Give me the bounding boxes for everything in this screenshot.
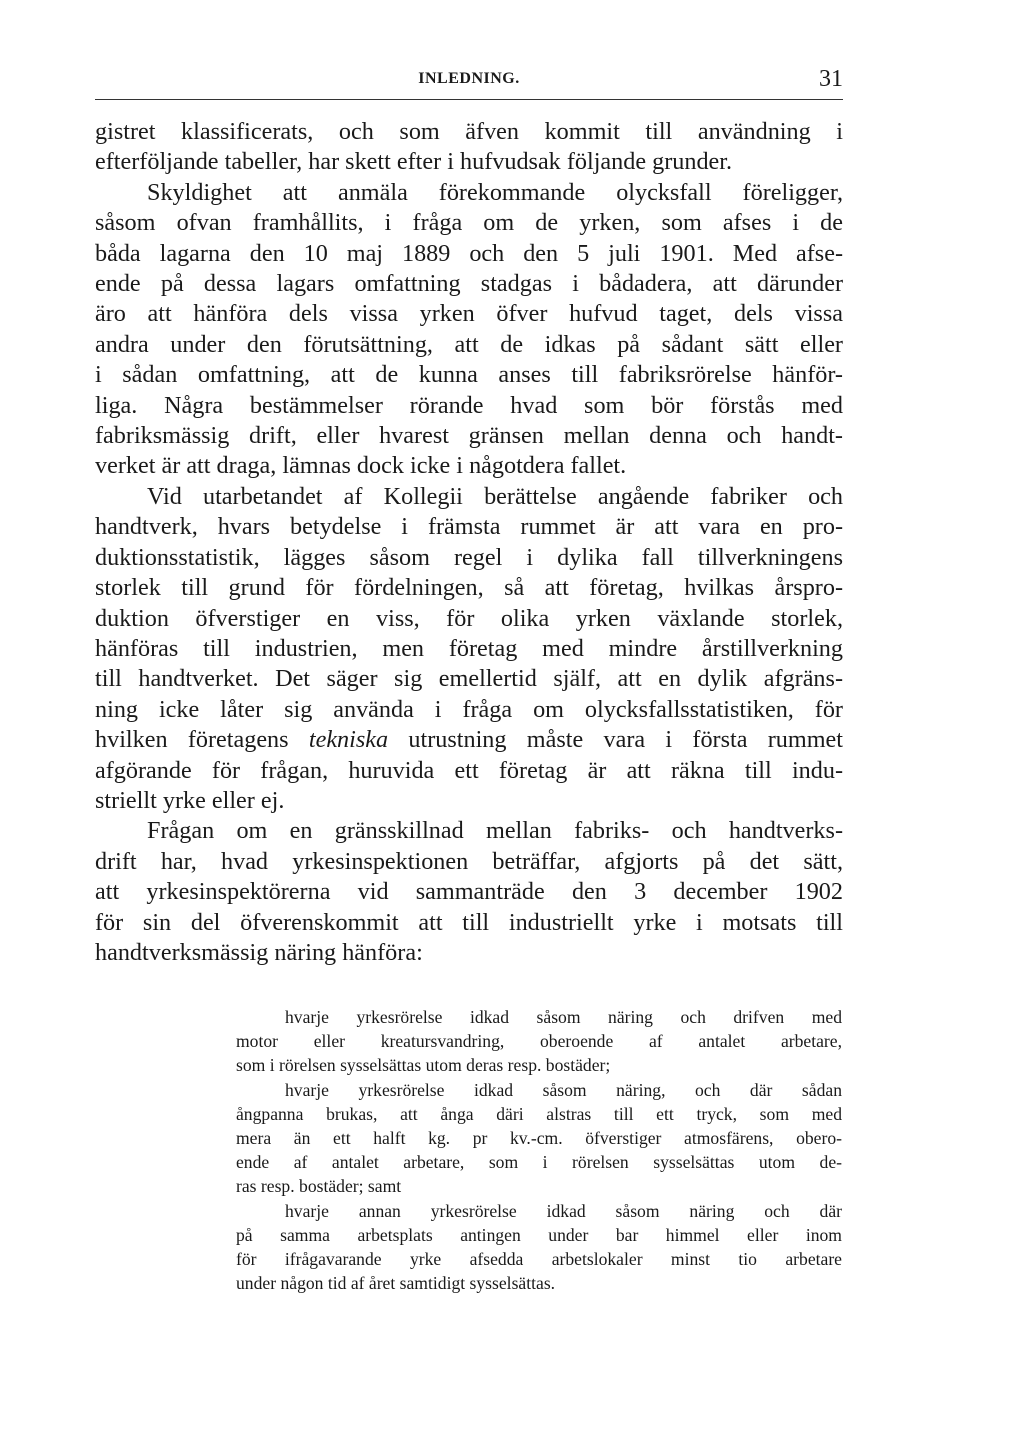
text-line: äro att hänföra dels vissa yrken öfver hufvud taget, dels vissa: [95, 300, 843, 328]
text-line: fabriksmässig drift, eller hvarest gränsen mellan denna och handt-: [95, 422, 843, 450]
paragraph-3: [95, 482, 843, 816]
text-line: duktionsstatistik, lägges såsom regel i dylika fall tillverkningens: [95, 543, 843, 571]
text-line: Vid utarbetandet af Kollegii berättelse angående fabriker och: [147, 482, 843, 510]
text-segment: utrustning måste vara i första rummet: [388, 726, 843, 754]
paragraph-4: [95, 816, 843, 968]
body-text: [95, 117, 843, 968]
text-line: under någon tid af året samtidigt sysselsättas.: [236, 1273, 556, 1294]
text-line: ning icke låter sig använda i fråga om olycksfallsstatistiken, för: [95, 695, 843, 723]
text-line: gistret klassificerats, och som äfven kommit till användning i: [95, 118, 843, 145]
text-line: i sådan omfattning, att de kunna anses till fabriksrörelse hänför-: [95, 361, 843, 389]
text-line: andra under den förutsättning, att de idkas på sådant sätt eller: [95, 330, 843, 358]
text-line: motor eller kreatursvandring, oberoende af antalet arbetare,: [236, 1031, 842, 1052]
text-line: verket är att draga, lämnas dock icke i någotdera fallet.: [95, 452, 627, 480]
text-line: på samma arbetsplats antingen under bar himmel eller inom: [236, 1224, 842, 1245]
text-line: duktion öfverstiger en viss, för olika yrken växlande storlek,: [95, 604, 843, 632]
text-line: såsom ofvan framhållits, i fråga om de yrken, som afses i de: [95, 209, 843, 237]
text-line: ångpanna brukas, att ånga däri alstras till ett tryck, som med: [236, 1103, 842, 1124]
text-line: handtverksmässig näring hänföra:: [95, 938, 423, 966]
text-line: hvarje annan yrkesrörelse idkad såsom näring och där: [285, 1200, 842, 1221]
text-line: Frågan om en gränsskillnad mellan fabriks- och handtverks-: [147, 817, 843, 845]
text-line: ras resp. bostäder; samt: [236, 1176, 402, 1197]
page-number: 31: [819, 66, 843, 92]
text-line: ende på dessa lagars omfattning stadgas i bådadera, att därunder: [95, 270, 843, 298]
text-line: drift har, hvad yrkesinspektionen beträffar, afgjorts på det sätt,: [95, 847, 843, 875]
text-line: hänföras till industrien, men företag med mindre årstillverkning: [95, 634, 843, 662]
text-segment: hvilken företagens: [95, 726, 309, 754]
text-line: efterföljande tabeller, har skett efter i hufvudsak följande grunder.: [95, 148, 733, 176]
text-line: hvarje yrkesrörelse idkad såsom näring och drifven med: [285, 1007, 842, 1027]
text-line: hvarje yrkesrörelse idkad såsom näring, och där sådan: [285, 1079, 842, 1100]
text-line: handtverk, hvars betydelse i främsta rummet är att vara en pro-: [95, 513, 843, 541]
paragraph-1: [95, 117, 843, 178]
text-line: båda lagarna den 10 maj 1889 och den 5 juli 1901. Med afse-: [95, 239, 843, 267]
text-line: ende af antalet arbetare, som i rörelsen sysselsättas utom de-: [236, 1152, 842, 1173]
text-line: striellt yrke eller ej.: [95, 786, 285, 814]
text-line: afgörande för frågan, huruvida ett företag är att räkna till indu-: [95, 756, 843, 784]
page-header: [95, 66, 843, 100]
text-line: som i rörelsen sysselsättas utom deras resp. bostäder;: [236, 1055, 611, 1076]
text-line: Skyldighet att anmäla förekommande olycksfall föreligger,: [147, 178, 843, 206]
paragraph-2: [95, 178, 843, 482]
criterion-3: [236, 1199, 842, 1296]
text-line: till handtverket. Det säger sig emellertid själf, att en dylik afgräns-: [95, 665, 843, 693]
text-line: storlek till grund för fördelningen, så att företag, hvilkas årspro-: [95, 574, 843, 602]
text-line: mera än ett halft kg. pr kv.-cm. öfverstiger atmosfärens, obero-: [236, 1128, 842, 1149]
text-line: [95, 725, 843, 755]
criterion-1: [236, 1005, 842, 1078]
text-line: för ifrågavarande yrke afsedda arbetslokaler minst tio arbetare: [236, 1249, 842, 1270]
text-line: för sin del öfverenskommit att till industriellt yrke i motsats till: [95, 908, 843, 936]
criterion-2: [236, 1078, 842, 1199]
header-rule: [95, 99, 843, 100]
quoted-criteria: [236, 1005, 842, 1295]
running-title: INLEDNING.: [418, 70, 520, 87]
text-line: att yrkesinspektörerna vid sammanträde den 3 december 1902: [95, 878, 843, 906]
text-line: liga. Några bestämmelser rörande hvad som bör förstås med: [95, 391, 843, 419]
emphasized-word: tekniska: [308, 726, 389, 754]
